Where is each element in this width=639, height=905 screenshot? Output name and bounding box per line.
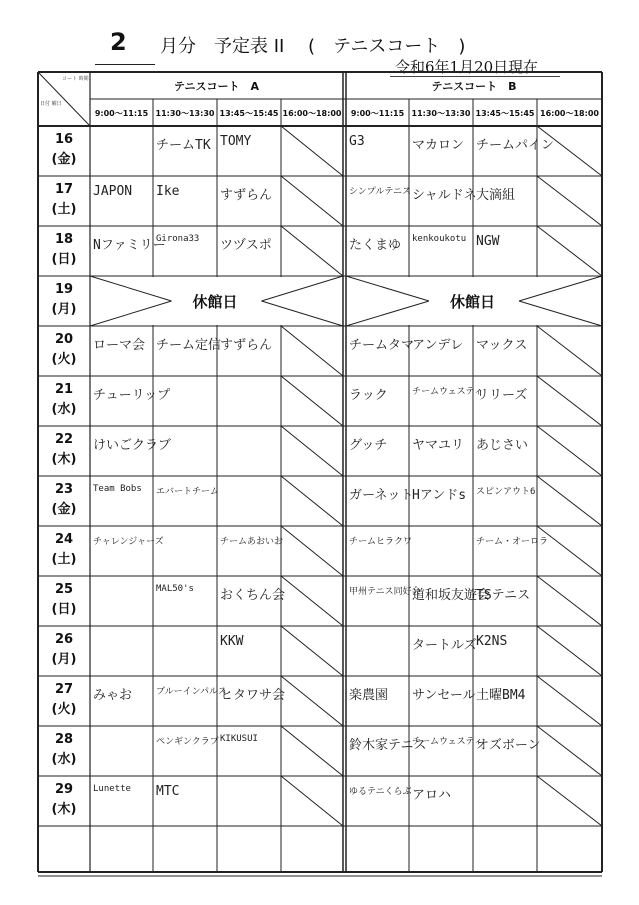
slot-header: 11:30～13:30 [155,109,215,118]
corner-label-bottom: 日付 曜日 [40,101,62,107]
booking-entry: アロハ [412,788,452,803]
booking-entry: NGW [476,234,500,249]
weekday-label: (水) [51,402,77,417]
slot-header: 16:00～18:00 [282,109,342,118]
slot-header: 9:00～11:15 [94,109,149,118]
day-label: 16 [54,132,74,147]
booking-entry: ツヅスポ [220,238,272,253]
unavailable-diagonal [537,576,602,626]
booking-entry: チューリップ [93,388,171,403]
booking-entry: サンセール [412,688,476,703]
booking-entry: Lunette [93,784,131,794]
booking-entry: アンデレ [412,338,464,353]
day-label: 27 [54,682,74,697]
unavailable-diagonal [281,676,343,726]
unavailable-diagonal [537,226,602,276]
unavailable-diagonal [537,326,602,376]
booking-entry: Team Bobs [93,484,142,494]
day-label: 20 [54,332,74,347]
day-label: 25 [54,582,74,597]
unavailable-diagonal [281,176,343,226]
booking-entry: ヒタワサ会 [220,688,286,703]
booking-entry: エバートチーム [156,487,220,497]
unavailable-diagonal [281,376,343,426]
booking-entry: マックス [476,338,528,353]
unavailable-diagonal [537,376,602,426]
booking-entry: すずらん [220,188,273,203]
unavailable-diagonal [537,676,602,726]
weekday-label: (火) [51,352,77,367]
booking-entry: リリーズ [476,388,528,403]
booking-entry: kenkoukotu [412,234,467,244]
unavailable-diagonal [281,226,343,276]
day-label: 17 [54,182,74,197]
month-number: 2 [110,28,127,56]
booking-entry: Hアンドs [412,488,467,503]
booking-entry: チームあおいお [220,537,284,547]
unavailable-diagonal [281,426,343,476]
as-of-date: 令和6年1月20日現在 [395,58,539,76]
day-label: 24 [54,532,74,547]
weekday-label: (金) [51,152,77,167]
booking-entry: チームTK [156,138,211,153]
booking-entry: タートルズ [412,638,477,653]
booking-entry: おくちん会 [220,588,286,603]
booking-entry: チームパイン [476,138,555,153]
slot-header: 11:30～13:30 [411,109,471,118]
booking-entry: MAL50's [156,584,194,594]
weekday-label: (木) [51,802,77,817]
booking-entry: G3 [349,134,365,149]
day-label: 23 [54,482,74,497]
unavailable-diagonal [281,576,343,626]
unavailable-diagonal [281,526,343,576]
booking-entry: グッチ [349,438,388,453]
slot-header: 13:45～15:45 [219,109,279,118]
slot-header: 16:00～18:00 [540,109,599,118]
weekday-label: (火) [51,702,77,717]
booking-entry: 大滴組 [476,188,516,203]
booking-entry: けいごクラブ [93,438,172,453]
booking-entry: KIKUSUI [220,734,258,744]
booking-entry: たくまゆ [349,238,402,253]
day-label: 26 [54,632,74,647]
weekday-label: (月) [51,302,77,317]
booking-entry: チームタマ [349,338,415,353]
booking-entry: ゆるテニくらぶ [349,787,412,797]
booking-entry: ペンギンクラブ [156,737,219,747]
booking-entry: オズボーン [476,738,541,753]
weekday-label: (月) [51,652,77,667]
booking-entry: チーム定信 [156,338,222,353]
day-label: 18 [54,232,74,247]
closed-label: 休館日 [192,293,238,311]
booking-entry: マカロン [412,138,465,153]
booking-entry: ラック [349,388,388,403]
unavailable-diagonal [537,176,602,226]
unavailable-diagonal [281,326,343,376]
unavailable-diagonal [537,426,602,476]
booking-entry: KKW [220,634,244,649]
day-label: 29 [54,782,74,797]
booking-entry: チーム・オーロラ [476,537,549,547]
day-label: 22 [54,432,74,447]
slot-header: 9:00～11:15 [350,109,405,118]
booking-entry: 楽農園 [349,688,389,703]
booking-entry: シンプルテニス [349,187,412,197]
booking-entry: Nファミリー [93,238,166,253]
booking-entry: チームウェスティ [412,387,483,397]
unavailable-diagonal [537,476,602,526]
booking-entry: K2NS [476,634,508,649]
unavailable-diagonal [281,776,343,826]
booking-entry: 甲州テニス同好会 [349,587,421,597]
booking-entry: MTC [156,784,180,799]
booking-entry: チームヒラクワ [349,537,413,547]
booking-entry: TOMY [220,134,252,149]
unavailable-diagonal [537,626,602,676]
weekday-label: (木) [51,452,77,467]
booking-entry: 道和坂友遊会 [412,588,491,603]
day-label: 28 [54,732,74,747]
slot-header: 13:45～15:45 [475,109,535,118]
booking-entry: スピンアウト6 [476,487,536,497]
booking-entry: Girona33 [156,234,200,244]
unavailable-diagonal [537,526,602,576]
weekday-label: (水) [51,752,77,767]
weekday-label: (金) [51,502,77,517]
booking-entry: チャレンジャーズ [93,537,164,547]
booking-entry: みゃお [93,688,133,703]
weekday-label: (日) [51,252,77,267]
booking-entry: TSテニス [476,588,531,603]
booking-entry: JAPON [93,184,133,199]
booking-entry: ヤマユリ [412,438,465,453]
closed-label: 休館日 [450,293,496,311]
unavailable-diagonal [537,726,602,776]
unavailable-diagonal [281,626,343,676]
booking-entry: すずらん [220,338,273,353]
booking-entry: チームウェスティ [412,737,483,747]
day-label: 19 [54,282,74,297]
booking-entry: シャルドネ [412,188,477,203]
corner-label-top: コート 時間 [62,76,89,82]
booking-entry: 土曜BM4 [476,688,526,703]
booking-entry: あじさい [476,438,529,453]
booking-entry: 鈴木家テニス [349,738,427,753]
booking-entry: ブルーインパルス [156,687,227,697]
unavailable-diagonal [281,476,343,526]
unavailable-diagonal [281,126,343,176]
court-header: テニスコート B [431,80,517,93]
weekday-label: (土) [51,552,77,567]
day-label: 21 [54,382,74,397]
court-header: テニスコート A [173,80,260,93]
unavailable-diagonal [281,726,343,776]
booking-entry: ローマ会 [93,338,146,353]
weekday-label: (土) [51,202,77,217]
page-title: 月分 予定表 II ( テニスコート ) [160,36,466,57]
booking-entry: Ike [156,184,180,199]
unavailable-diagonal [537,776,602,826]
booking-entry: ガーネット [349,488,414,503]
weekday-label: (日) [51,602,77,617]
